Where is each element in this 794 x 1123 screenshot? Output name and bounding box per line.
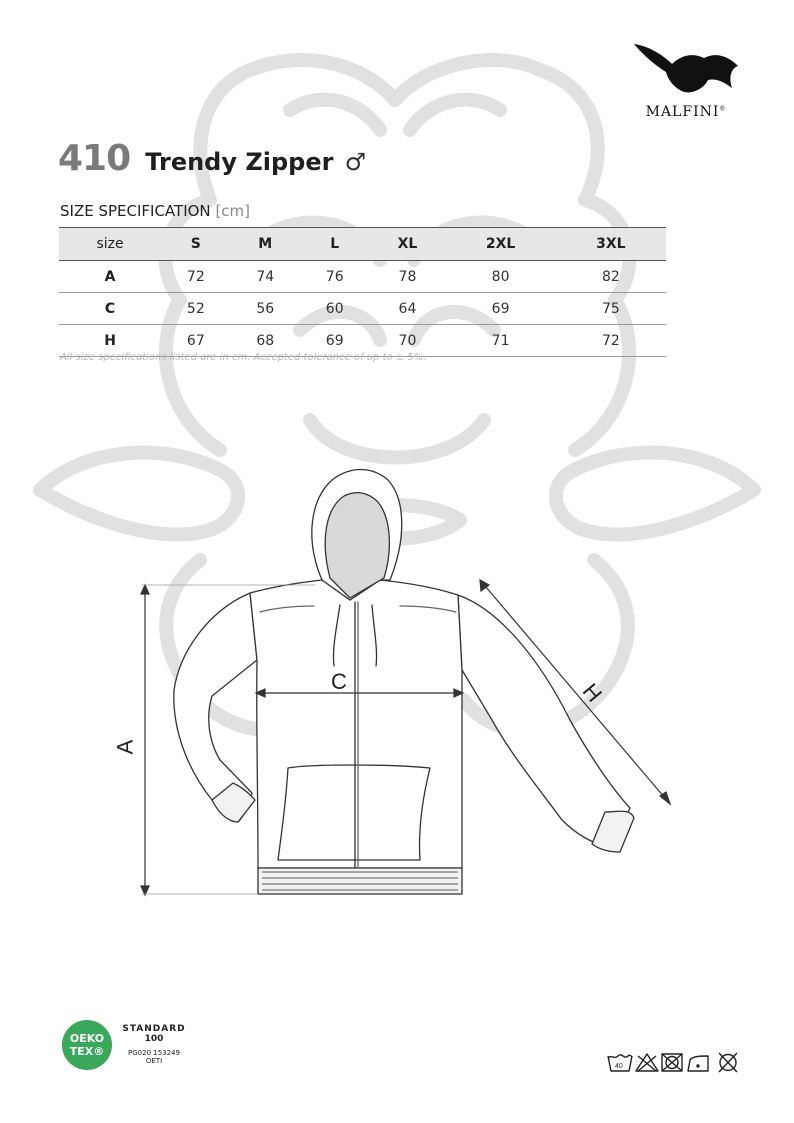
brand-name: MALFINI®	[645, 104, 727, 120]
row-label: H	[59, 325, 161, 357]
eagle-icon	[628, 38, 744, 100]
header-cell: 3XL	[556, 228, 666, 261]
table-cell: 78	[369, 261, 445, 293]
table-cell: 75	[556, 293, 666, 325]
oeko-tex-text	[118, 1024, 190, 1065]
wash-40-icon	[608, 1055, 632, 1071]
product-name: Trendy Zipper	[145, 148, 334, 176]
svg-text:40: 40	[615, 1063, 623, 1070]
row-label: C	[59, 293, 161, 325]
hoodie-drawing	[100, 460, 700, 920]
table-cell: 68	[231, 325, 300, 357]
size-spec-unit: [cm]	[215, 202, 251, 220]
table-cell: 71	[445, 325, 555, 357]
table-cell: 80	[445, 261, 555, 293]
product-title	[58, 138, 366, 179]
table-cell: 67	[161, 325, 230, 357]
male-icon: ♂	[344, 148, 367, 176]
header-cell: 2XL	[445, 228, 555, 261]
table-row	[59, 293, 666, 325]
table-cell: 52	[161, 293, 230, 325]
table-cell: 72	[161, 261, 230, 293]
table-cell: 70	[369, 325, 445, 357]
table-row	[59, 261, 666, 293]
dimension-label-c: C	[331, 669, 347, 694]
no-dry-clean-icon	[719, 1053, 737, 1072]
header-cell: M	[231, 228, 300, 261]
no-bleach-icon	[636, 1054, 658, 1071]
size-table	[59, 227, 666, 357]
header-cell: L	[300, 228, 369, 261]
table-cell: 69	[300, 325, 369, 357]
no-tumble-dry-icon	[662, 1054, 682, 1071]
oeko-standard-number: 100	[144, 1034, 164, 1044]
size-spec-heading	[60, 202, 250, 220]
care-symbols	[606, 1050, 748, 1076]
table-cell: 76	[300, 261, 369, 293]
oeko-badge-line1: OEKO	[69, 1032, 105, 1045]
table-cell: 64	[369, 293, 445, 325]
product-code: 410	[58, 138, 131, 179]
dimension-label-a: A	[112, 739, 138, 755]
table-cell: 69	[445, 293, 555, 325]
size-spec-title: SIZE SPECIFICATION	[60, 202, 211, 220]
brand-logo	[628, 38, 744, 124]
tolerance-note: All size specifications listed are in cm. Accepted tolerance of up to ± 5%.	[60, 352, 427, 363]
oeko-certificate-number: PG020 153249	[128, 1049, 180, 1057]
oeko-standard: STANDARD	[122, 1024, 186, 1034]
table-cell: 74	[231, 261, 300, 293]
size-table-header	[59, 228, 666, 261]
header-cell: S	[161, 228, 230, 261]
row-label: A	[59, 261, 161, 293]
oeko-tex-badge	[62, 1020, 112, 1070]
table-cell: 60	[300, 293, 369, 325]
table-cell: 56	[231, 293, 300, 325]
header-cell: size	[59, 228, 161, 261]
oeko-badge-line2: TEX®	[69, 1045, 105, 1058]
oeko-tex-certification	[62, 1015, 212, 1075]
iron-low-icon	[688, 1056, 708, 1071]
table-cell: 72	[556, 325, 666, 357]
header-cell: XL	[369, 228, 445, 261]
dimension-label-h: H	[577, 678, 608, 707]
table-cell: 82	[556, 261, 666, 293]
oeko-institute: OETI	[145, 1057, 163, 1065]
